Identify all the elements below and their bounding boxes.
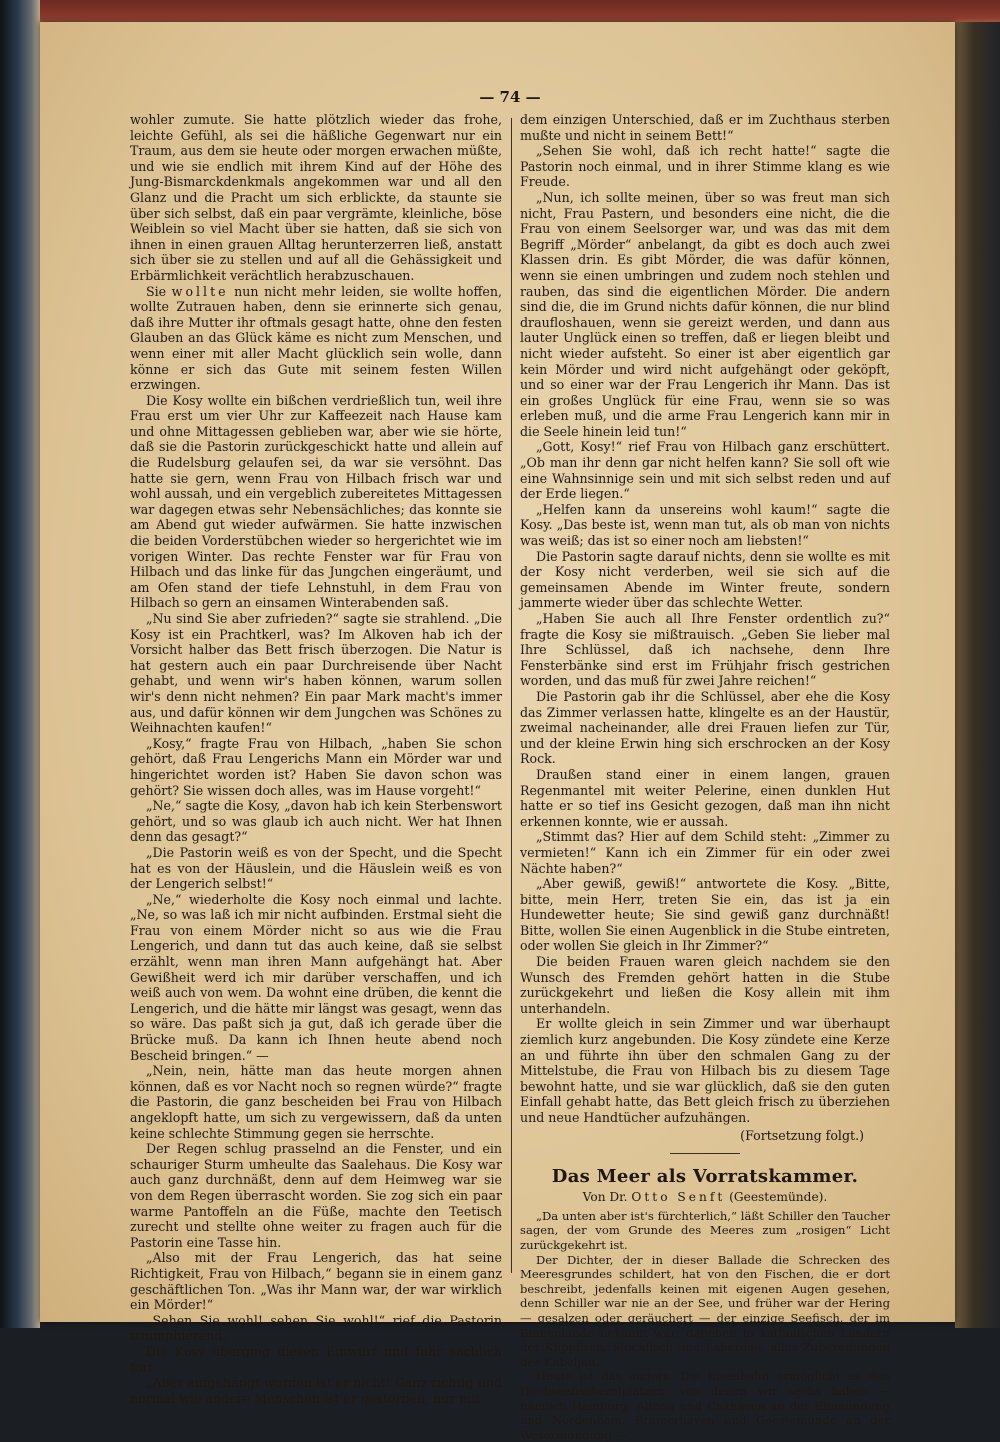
continued-note: (Fortsetzung folgt.) [740, 1127, 864, 1143]
left-paragraph-6: „Ne,“ sagte die Kosy, „davon hab ich kein Sterbenswort gehört, und so was glaub ich auch nicht. Wer hat Ihnen denn das gesagt?“ [130, 798, 502, 845]
left-paragraph-2 [130, 284, 502, 393]
left-paragraph-10: Der Regen schlug prasselnd an die Fenster, und ein schauriger Sturm umheulte das Saalehaus. Die Kosy war auch ganz durchnäßt, denn auf dem Heimweg war sie von dem Regen überrascht worden. Sie zog sich ein paar warme Pantoffeln an die Füße, machte den Teetisch zurecht und stellte ohne weiter zu fragen auch für die Pastorin eine Tasse hin. [130, 1141, 502, 1250]
left-paragraph-12: „Sehen Sie wohl! sehen Sie wohl!“ rief die Pastorin triumphierend. [130, 1312, 502, 1344]
left-paragraph-2-start: Sie [146, 283, 172, 299]
left-paragraph-2-rest: nun nicht mehr leiden, sie wollte hoffen, wollte Zutrauen haben, denn sie erinnerte sich genau, daß ihre Mutter ihr oftmals gesagt hatte, ohne den festen Glauben an das Glück käme es nicht zum Menschen, und wenn einer mit aller Macht glücklich sein wolle, dann könne er sich das Gute mit seinem festen Willen erzwingen. [130, 283, 502, 393]
article-title: Das Meer als Vorratskammer. [551, 1166, 859, 1188]
right-paragraph-4: „Gott, Kosy!“ rief Frau von Hilbach ganz erschüttert. „Ob man ihr denn gar nicht helfen kann? Sie soll oft wie eine Wahnsinnige sein und mit sich selbst reden und auf der Erde liegen.“ [520, 439, 890, 502]
left-paragraph-5: „Kosy,“ fragte Frau von Hilbach, „haben Sie schon gehört, daß Frau Lengerichs Mann ein Mörder war und hingerichtet worden ist? Haben Sie davon schon was gehört? Sie wissen doch alles, was im Hause vorgeht!“ [130, 735, 502, 798]
article-byline [520, 1190, 890, 1206]
byline-author: Otto Senft [631, 1190, 726, 1205]
left-paragraph-2-emphasis: wollte [171, 283, 229, 299]
right-paragraph-6: Die Pastorin sagte darauf nichts, denn sie wollte es mit der Kosy nicht verderben, weil sie sich auf die gemeinsamen Abende im Winter freute, sondern jammerte wieder über das schlechte Wetter. [520, 548, 890, 611]
right-paragraph-10: „Stimmt das? Hier auf dem Schild steht: „Zimmer zu vermieten!“ Kann ich ein Zimmer für ein oder zwei Nächte haben?“ [520, 829, 890, 876]
right-paragraph-8: Die Pastorin gab ihr die Schlüssel, aber ehe die Kosy das Zimmer verlassen hatte, klingelte es an der Haustür, zweimal nacheinander, alle drei Frauen liefen zur Tür, und der kleine Erwin hing sich erschrocken an der Kosy Rock. [520, 688, 890, 767]
column-divider [511, 118, 512, 1273]
article-paragraph-1: „Da unten aber ist's fürchterlich,“ läßt Schiller den Taucher sagen, der vom Grunde des Meeres zum „rosigen“ Licht zurückgekehrt ist. [520, 1208, 890, 1252]
article-paragraph-2: Der Dichter, der in dieser Ballade die Schrecken des Meeresgrundes schildert, hat von den Fischen, die er dort beschreibt, jedenfalls keinen mit eigenen Augen gesehen, denn Schiller war nie an der See, und früher war der Hering — gesalzen oder geräuchert — der einzige Seefisch, der im Binnenlande bekannt war; daneben in katholischen Ländern der Klippfisch, Stockfisch und Laberdan, alles Zubereitungen des Kabeljau. [520, 1252, 890, 1369]
right-paragraph-9: Draußen stand einer in einem langen, grauen Regenmantel mit weiter Pelerine, einen dunklen Hut hatte er so tief ins Gesicht gezogen, daß man ihn nicht erkennen konnte, wie er aussah. [520, 766, 890, 829]
right-column [520, 112, 890, 1442]
left-column [130, 112, 502, 1406]
left-paragraph-3: Die Kosy wollte ein bißchen verdrießlich tun, weil ihre Frau erst um vier Uhr zur Kaffeezeit nach Hause kam und ohne Mittagessen geblieben war, aber wie sie hörte, daß sie die Pastorin zurückgeschickt hatte und allein auf die Rudelsburg gelaufen sei, da war sie versöhnt. Das hatte sie gern, wenn Frau von Hilbach frisch war und wohl aussah, und ein vergeblich zubereitetes Mittagessen war dagegen etwas sehr Nebensächliches; das konnte sie am Abend gut wieder aufwärmen. Sie hatte inzwischen die beiden Vorderstübchen wieder so hergerichtet wie im vorigen Winter. Das rechte Fenster war für Frau von Hilbach und das linke für das Jungchen eingeräumt, und am Ofen stand der tiefe Lehnstuhl, in dem Frau von Hilbach so gern an einsamen Winterabenden saß. [130, 392, 502, 611]
right-paragraph-13: Er wollte gleich in sein Zimmer und war überhaupt ziemlich kurz angebunden. Die Kosy zündete eine Kerze an und führte ihn über den schmalen Gang zu der Mittelstube, die Frau von Hilbach bis zu diesem Tage bewohnt hatte, und sie war glücklich, daß sie den guten Einfall gehabt hatte, das Bett gleich frisch zu überziehen und neue Handtücher aufzuhängen. [520, 1016, 890, 1125]
right-paragraph-1: dem einzigen Unterschied, daß er im Zuchthaus sterben mußte und nicht in seinem Bett!“ [520, 112, 890, 143]
left-paragraph-8: „Ne,“ wiederholte die Kosy noch einmal und lachte. „Ne, so was laß ich mir nicht aufbinden. Erstmal sieht die Frau von einem Mörder nicht so aus wie die Frau Lengerich, und dann tut das auch keine, daß sie selbst erzählt, wenn man ihren Mann aufgehängt hat. Aber Gewißheit werd ich mir darüber verschaffen, und ich weiß auch von wem. Da wohnt eine drüben, die kennt die Lengerich, und die hätte mir längst was gesagt, wenn das so wäre. Das paßt sich ja gut, daß ich gerade über die Brücke muß. Da kann ich Ihnen heute abend noch Bescheid bringen.“ — [130, 891, 502, 1063]
left-paragraph-4: „Nu sind Sie aber zufrieden?“ sagte sie strahlend. „Die Kosy ist ein Prachtkerl, was? Im Alkoven hab ich der Vorsicht halber das Bett frisch überzogen. Die Natur is hat gestern auch ein paar Durchreisende über Nacht gehabt, und wenn wir's haben können, warum sollen wir's denn nicht nehmen? Ein paar Mark macht's immer aus, und dafür können wir dem Jungchen was Schönes zu Weihnachten kaufen!“ [130, 611, 502, 736]
article-paragraph-3: Heute ist das anders. Die Eisenbahn ermöglicht es den Hochseefischereiplätzen, von denen wir sechs haben — nämlich Hamburg, Altona und Cuxhaven an der Elbmündung und Nordenham, Bremerhaven und Geestemünde an der Wesermündung —, [520, 1369, 890, 1442]
byline-prefix: Von Dr. [582, 1190, 632, 1205]
left-paragraph-1: wohler zumute. Sie hatte plötzlich wieder das frohe, leichte Gefühl, als sei die häßliche Gegenwart nur ein Traum, aus dem sie heute oder morgen erwachen müßte, und wie sie endlich mit ihrem Kind auf der Höhe des Jung-Bismarckdenkmals angekommen war und all den Glanz und die Pracht um sich erblickte, da staunte sie über sich selbst, daß ein paar vergrämte, kleinliche, böse Weiblein so viel Macht über sie hatten, daß sie sich von ihnen in einen grauen Alltag herunterzerren ließ, anstatt sich über sie zu stellen und auf all die Gehässigkeit und Erbärmlichkeit verächtlich herabzuschauen. [130, 112, 502, 283]
right-paragraph-3: „Nun, ich sollte meinen, über so was freut man sich nicht, Frau Pastern, und besonders eine nicht, die die Frau von einem Seelsorger war, und was das mit dem Begriff „Mörder“ anbelangt, da gibt es doch auch zwei Klassen drin. Es gibt Mörder, die was dafür können, wenn sie einen umbringen und zudem noch stehlen und rauben, das sind die eigentlichen Mörder. Die andern sind die, die im Grund nichts dafür können, die nur blind draufloshauen, wenn sie gereizt werden, und dann aus lauter Unglück einen so treffen, daß er liegen bleibt und nicht wieder aufsteht. So einer ist aber eigentlich gar kein Mörder und wird nicht aufgehängt oder geköpft, und so einer war der Frau Lengerich ihr Mann. Das ist ein großes Unglück für eine Frau, wenn sie so was erleben muß, und die arme Frau Lengerich kann mir in die Seele hinein leid tun!“ [520, 189, 890, 439]
book-spine-edge [0, 0, 40, 1328]
left-paragraph-9: „Nein, nein, hätte man das heute morgen ahnen können, daß es vor Nacht noch so regnen würde?“ fragte die Pastorin, die ganz bescheiden bei Frau von Hilbach angeklopft hatte, um sich zu vergewissern, daß da unten keine schlechte Stimmung gegen sie herrschte. [130, 1063, 502, 1141]
right-paragraph-5: „Helfen kann da unsereins wohl kaum!“ sagte die Kosy. „Das beste ist, wenn man tut, als ob man von nichts was weiß; das ist so einer noch am liebsten!“ [520, 501, 890, 549]
right-paragraph-7: „Haben Sie auch all Ihre Fenster ordentlich zu?“ fragte die Kosy sie mißtrauisch. „Geben Sie lieber mal Ihre Schlüssel, daß ich nachsehe, denn Ihre Fensterbänke sind erst im Frühjahr frisch gestrichen worden, und das muß für zwei Jahre reichen!“ [520, 611, 890, 689]
byline-suffix: (Geestemünde). [725, 1190, 828, 1205]
book-right-edge [955, 22, 1000, 1328]
right-paragraph-11: „Aber gewiß, gewiß!“ antwortete die Kosy. „Bitte, bitte, mein Herr, treten Sie ein, das ist ja ein Hundewetter heute; Sie sind gewiß ganz durchnäßt! Bitte, wollen Sie einen Augenblick in die Stube eintreten, oder wollen Sie gleich in Ihr Zimmer?“ [520, 876, 890, 954]
left-paragraph-7: „Die Pastorin weiß es von der Specht, und die Specht hat es von der Häuslein, und die Häuslein weiß es von der Lengerich selbst!“ [130, 844, 502, 892]
left-paragraph-14: „Aber aufgehängt worden ist er nicht! Ganz richtig und normal wie andere Menschen ist er gestorben, nur mit [130, 1375, 502, 1406]
article-separator [670, 1153, 740, 1154]
right-paragraph-2: „Sehen Sie wohl, daß ich recht hatte!“ sagte die Pastorin noch einmal, und in ihrer Stimme klang es wie Freude. [520, 143, 890, 190]
left-paragraph-13: Die Kosy überging diesen Einwurf und fuhr sachlich fort: [130, 1343, 502, 1375]
page-number: — 74 — [479, 88, 541, 106]
right-paragraph-12: Die beiden Frauen waren gleich nachdem sie den Wunsch des Fremden gehört hatten in die Stube zurückgekehrt und ließen die Kosy allein mit ihm unterhandeln. [520, 954, 890, 1016]
left-paragraph-11: „Also mit der Frau Lengerich, das hat seine Richtigkeit, Frau von Hilbach,“ begann sie in einem ganz geschäftlichen Ton. „Was ihr Mann war, der war wirklich ein Mörder!“ [130, 1250, 502, 1313]
